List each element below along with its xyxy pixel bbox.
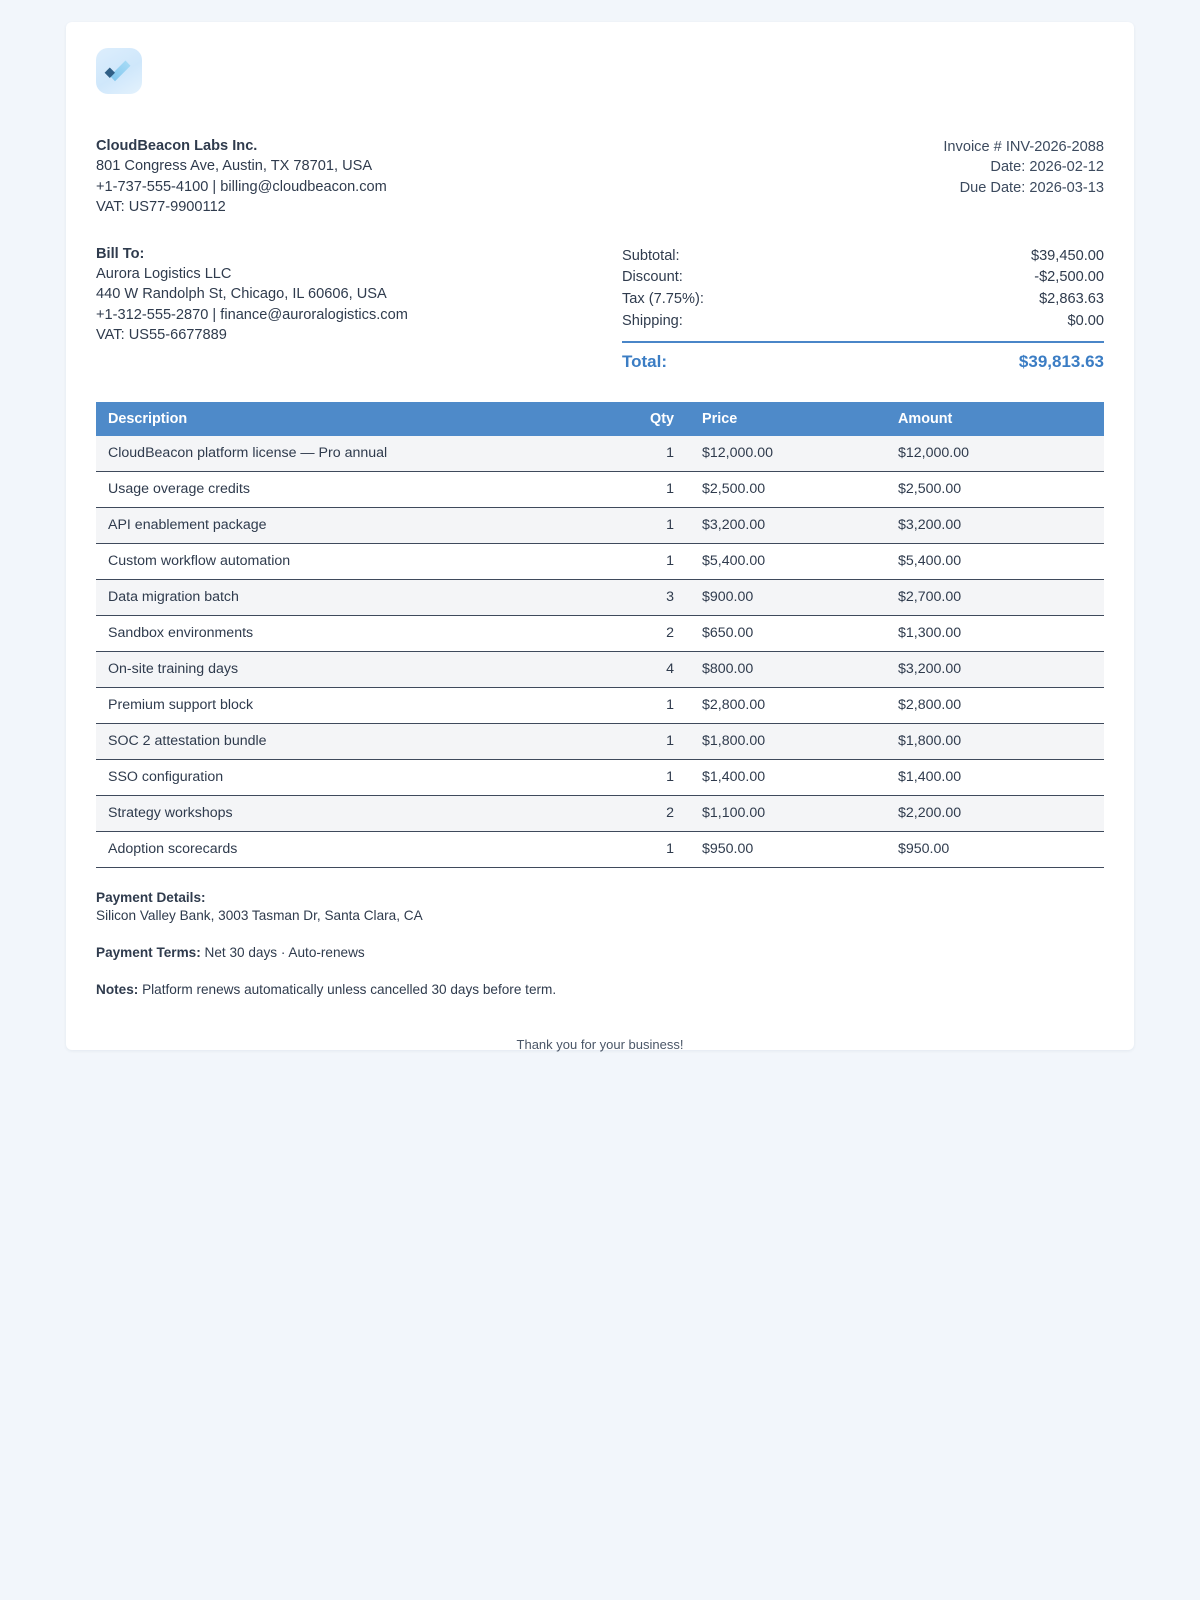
column-header-qty: Qty bbox=[590, 402, 688, 436]
totals-row-subtotal bbox=[622, 246, 1104, 268]
payment-details-value: Silicon Valley Bank, 3003 Tasman Dr, Santa Clara, CA bbox=[96, 908, 423, 924]
item-description: On-site training days bbox=[96, 651, 590, 687]
seller-contact: +1-737-555-4100 | billing@cloudbeacon.com bbox=[96, 178, 387, 195]
item-amount: $950.00 bbox=[884, 831, 1104, 867]
payment-terms-label: Payment Terms: bbox=[96, 944, 201, 960]
invoice-due-date: Due Date: 2026-03-13 bbox=[959, 179, 1104, 196]
invoice-number: Invoice # INV-2026-2088 bbox=[943, 139, 1104, 155]
table-row bbox=[96, 507, 1104, 543]
item-amount: $1,300.00 bbox=[884, 615, 1104, 651]
item-qty: 1 bbox=[590, 687, 688, 723]
item-amount: $1,800.00 bbox=[884, 723, 1104, 759]
bill-to-address: 440 W Randolph St, Chicago, IL 60606, USA bbox=[96, 286, 387, 303]
item-qty: 4 bbox=[590, 651, 688, 687]
item-price: $5,400.00 bbox=[688, 543, 884, 579]
payment-details-label: Payment Details: bbox=[96, 889, 206, 905]
invoice-date: Date: 2026-02-12 bbox=[990, 159, 1104, 176]
totals-row-shipping bbox=[622, 311, 1104, 333]
table-row bbox=[96, 723, 1104, 759]
seller-name: CloudBeacon Labs Inc. bbox=[96, 138, 258, 154]
notes-value: Platform renews automatically unless cancelled 30 days before term. bbox=[142, 982, 557, 998]
table-header-row bbox=[96, 402, 1104, 436]
item-price: $650.00 bbox=[688, 615, 884, 651]
totals-row-grand bbox=[622, 350, 1104, 374]
line-items-table bbox=[96, 402, 1104, 868]
item-qty: 1 bbox=[590, 831, 688, 867]
item-description: SOC 2 attestation bundle bbox=[96, 723, 590, 759]
item-price: $900.00 bbox=[688, 579, 884, 615]
item-price: $800.00 bbox=[688, 651, 884, 687]
seller-vat: VAT: US77-9900112 bbox=[96, 199, 226, 216]
shipping-value: $0.00 bbox=[1067, 313, 1104, 330]
item-price: $2,500.00 bbox=[688, 471, 884, 507]
item-price: $950.00 bbox=[688, 831, 884, 867]
seller-address: 801 Congress Ave, Austin, TX 78701, USA bbox=[96, 158, 373, 175]
table-row bbox=[96, 759, 1104, 795]
item-description: Strategy workshops bbox=[96, 795, 590, 831]
item-description: Usage overage credits bbox=[96, 471, 590, 507]
item-description: Sandbox environments bbox=[96, 615, 590, 651]
table-row bbox=[96, 615, 1104, 651]
item-amount: $1,400.00 bbox=[884, 759, 1104, 795]
item-qty: 1 bbox=[590, 471, 688, 507]
bill-to-name: Aurora Logistics LLC bbox=[96, 266, 232, 283]
item-price: $1,400.00 bbox=[688, 759, 884, 795]
discount-value: -$2,500.00 bbox=[1034, 269, 1104, 286]
item-description: Adoption scorecards bbox=[96, 831, 590, 867]
totals-row-discount bbox=[622, 267, 1104, 289]
item-amount: $5,400.00 bbox=[884, 543, 1104, 579]
grand-total-value: $39,813.63 bbox=[1018, 351, 1104, 371]
table-row bbox=[96, 795, 1104, 831]
payment-details bbox=[96, 889, 1104, 926]
column-header-price: Price bbox=[688, 402, 884, 436]
subtotal-value: $39,450.00 bbox=[1030, 247, 1104, 264]
discount-label: Discount: bbox=[622, 269, 683, 286]
table-row bbox=[96, 651, 1104, 687]
item-price: $1,800.00 bbox=[688, 723, 884, 759]
line-items-head bbox=[96, 402, 1104, 436]
bill-to-block bbox=[96, 244, 408, 346]
payment-terms-value: Net 30 days · Auto-renews bbox=[204, 944, 365, 960]
billing-and-totals bbox=[96, 244, 1104, 374]
invoice-notes bbox=[96, 981, 1104, 999]
totals-summary bbox=[622, 246, 1104, 374]
notes-label: Notes: bbox=[96, 982, 139, 998]
item-description: Data migration batch bbox=[96, 579, 590, 615]
item-amount: $2,700.00 bbox=[884, 579, 1104, 615]
seller-block bbox=[96, 136, 387, 218]
column-header-description: Description bbox=[96, 402, 590, 436]
item-description: Premium support block bbox=[96, 687, 590, 723]
item-qty: 1 bbox=[590, 759, 688, 795]
payment-terms bbox=[96, 944, 1104, 962]
invoice-document bbox=[66, 22, 1134, 1053]
item-description: CloudBeacon platform license — Pro annual bbox=[96, 436, 590, 472]
item-amount: $2,800.00 bbox=[884, 687, 1104, 723]
bill-to-vat: VAT: US55-6677889 bbox=[96, 327, 227, 344]
subtotal-label: Subtotal: bbox=[622, 247, 680, 264]
item-price: $1,100.00 bbox=[688, 795, 884, 831]
table-row bbox=[96, 579, 1104, 615]
item-amount: $2,200.00 bbox=[884, 795, 1104, 831]
item-price: $2,800.00 bbox=[688, 687, 884, 723]
item-amount: $2,500.00 bbox=[884, 471, 1104, 507]
item-qty: 1 bbox=[590, 543, 688, 579]
item-amount: $3,200.00 bbox=[884, 651, 1104, 687]
bill-to-contact: +1-312-555-2870 | finance@auroralogistics.com bbox=[96, 306, 408, 323]
invoice-header bbox=[96, 136, 1104, 218]
thank-you-footer: Thank you for your business! bbox=[516, 1037, 684, 1053]
item-amount: $3,200.00 bbox=[884, 507, 1104, 543]
table-row bbox=[96, 687, 1104, 723]
item-description: API enablement package bbox=[96, 507, 590, 543]
tax-value: $2,863.63 bbox=[1039, 291, 1104, 308]
shipping-label: Shipping: bbox=[622, 313, 683, 330]
totals-divider bbox=[622, 341, 1104, 343]
item-qty: 2 bbox=[590, 795, 688, 831]
table-row bbox=[96, 543, 1104, 579]
item-price: $12,000.00 bbox=[688, 436, 884, 472]
grand-total-label: Total: bbox=[622, 351, 668, 371]
tax-label: Tax (7.75%): bbox=[622, 291, 704, 308]
item-qty: 2 bbox=[590, 615, 688, 651]
table-row bbox=[96, 436, 1104, 472]
line-items-body bbox=[96, 436, 1104, 868]
payment-section bbox=[96, 889, 1104, 1000]
check-badge-icon bbox=[96, 48, 142, 94]
table-row bbox=[96, 831, 1104, 867]
invoice-meta-block bbox=[943, 136, 1104, 198]
item-amount: $12,000.00 bbox=[884, 436, 1104, 472]
column-header-amount: Amount bbox=[884, 402, 1104, 436]
item-qty: 1 bbox=[590, 723, 688, 759]
item-qty: 1 bbox=[590, 507, 688, 543]
item-price: $3,200.00 bbox=[688, 507, 884, 543]
item-qty: 3 bbox=[590, 579, 688, 615]
bill-to-label: Bill To: bbox=[96, 245, 145, 262]
totals-row-tax bbox=[622, 289, 1104, 311]
item-description: SSO configuration bbox=[96, 759, 590, 795]
item-description: Custom workflow automation bbox=[96, 543, 590, 579]
table-row bbox=[96, 471, 1104, 507]
item-qty: 1 bbox=[590, 436, 688, 472]
